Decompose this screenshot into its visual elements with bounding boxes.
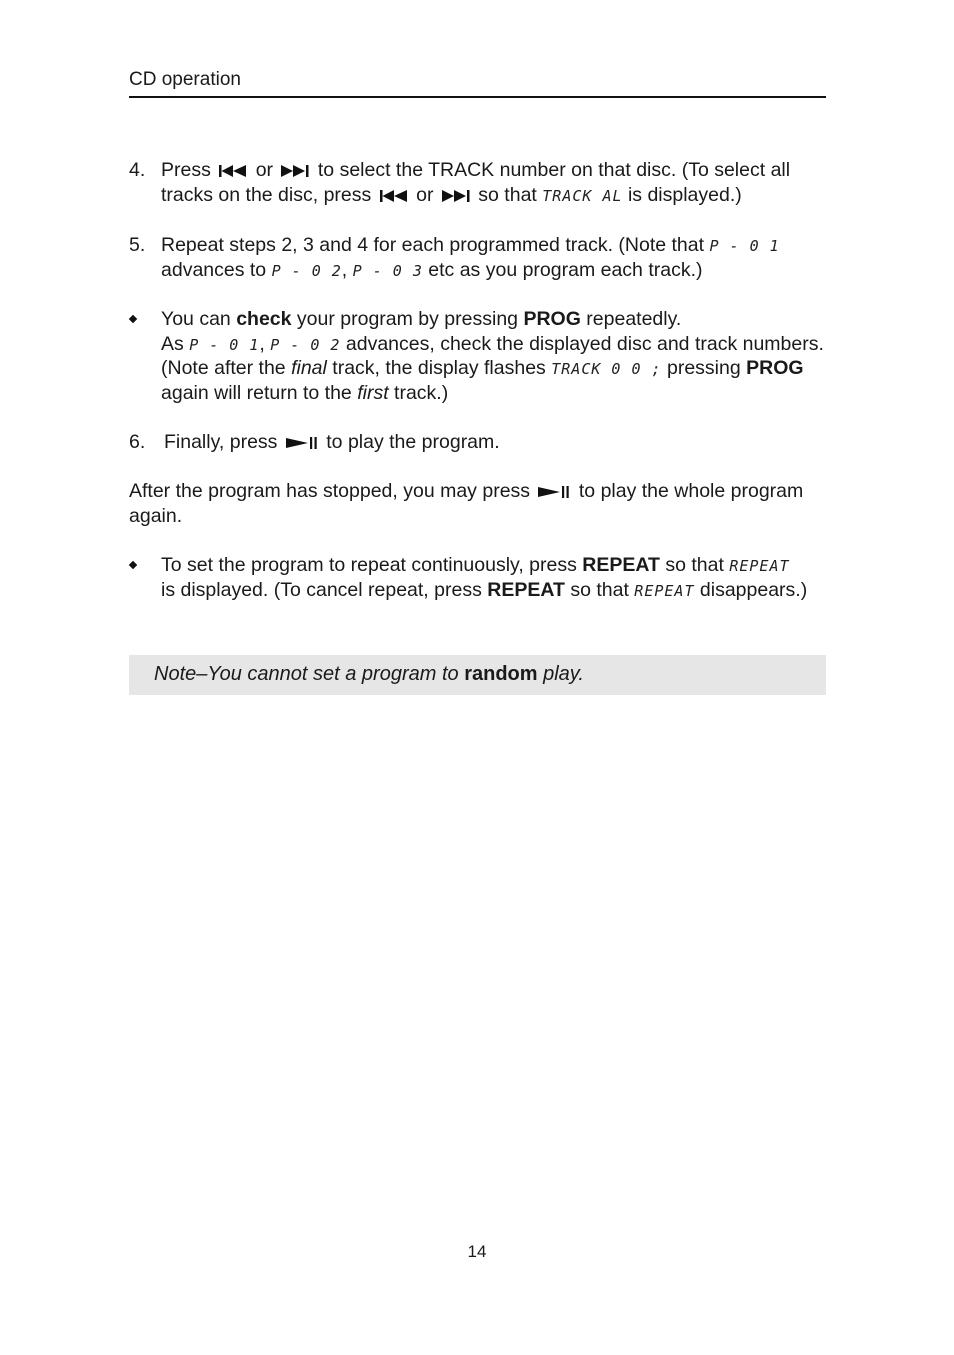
- lcd-p02: P - 0 2: [270, 336, 341, 354]
- bullet-1-line-4: again will return to the first track.): [161, 382, 449, 404]
- lcd-p01: P - 0 1: [189, 336, 260, 354]
- step-5-line-2: advances to P - 0 2, P - 0 3 etc as you program each track.): [161, 259, 703, 281]
- lcd-repeat: REPEAT: [729, 557, 790, 575]
- bullet-1-line-3: (Note after the final track, the display flashes TRACK 0 0 ; pressing PROG: [161, 357, 804, 379]
- lcd-p02: P - 0 2: [271, 262, 342, 280]
- bullet-icon: [129, 315, 137, 323]
- step-5-line-1: Repeat steps 2, 3 and 4 for each programmed track. (Note that P - 0 1: [161, 234, 780, 256]
- section-title: CD operation: [129, 69, 241, 90]
- play-pause-icon: [538, 485, 570, 499]
- step-6-line-1: Finally, press to play the program.: [164, 431, 500, 453]
- step-number: 5.: [129, 234, 146, 256]
- after-paragraph: [129, 479, 803, 529]
- skip-forward-icon: [281, 164, 309, 178]
- step-number: 4.: [129, 159, 146, 181]
- page-header: [129, 68, 826, 98]
- step-number: 6.: [129, 431, 146, 453]
- step-4-line-2: tracks on the disc, press or so that TRACK AL is displayed.): [161, 184, 742, 206]
- bullet-1-line-2: As P - 0 1, P - 0 2 advances, check the displayed disc and track numbers.: [161, 333, 824, 355]
- bullet-1-line-1: You can check your program by pressing PROG repeatedly.: [161, 308, 682, 330]
- note-box: [129, 655, 826, 695]
- lcd-track-00: TRACK 0 0 ;: [551, 360, 662, 378]
- skip-forward-icon: [442, 189, 470, 203]
- after-line-2: again.: [129, 505, 183, 527]
- lcd-repeat: REPEAT: [634, 582, 695, 600]
- lcd-track-al: TRACK AL: [542, 187, 623, 205]
- after-line-1: After the program has stopped, you may press to play the whole program: [129, 480, 804, 502]
- lcd-p03: P - 0 3: [352, 262, 423, 280]
- step-4-line-1: Press or to select the TRACK number on that disc. (To select all: [161, 159, 791, 181]
- skip-back-icon: [380, 189, 408, 203]
- play-pause-icon: [286, 436, 318, 450]
- bullet-icon: [129, 561, 137, 569]
- skip-back-icon: [219, 164, 247, 178]
- bullet-2-line-1: To set the program to repeat continuously, press REPEAT so that REPEAT: [161, 554, 790, 576]
- note-text: Note–You cannot set a program to random play.: [154, 663, 584, 685]
- page-number: 14: [467, 1242, 487, 1261]
- bullet-2-line-2: is displayed. (To cancel repeat, press REPEAT so that REPEAT disappears.): [161, 579, 808, 601]
- lcd-p01: P - 0 1: [709, 237, 780, 255]
